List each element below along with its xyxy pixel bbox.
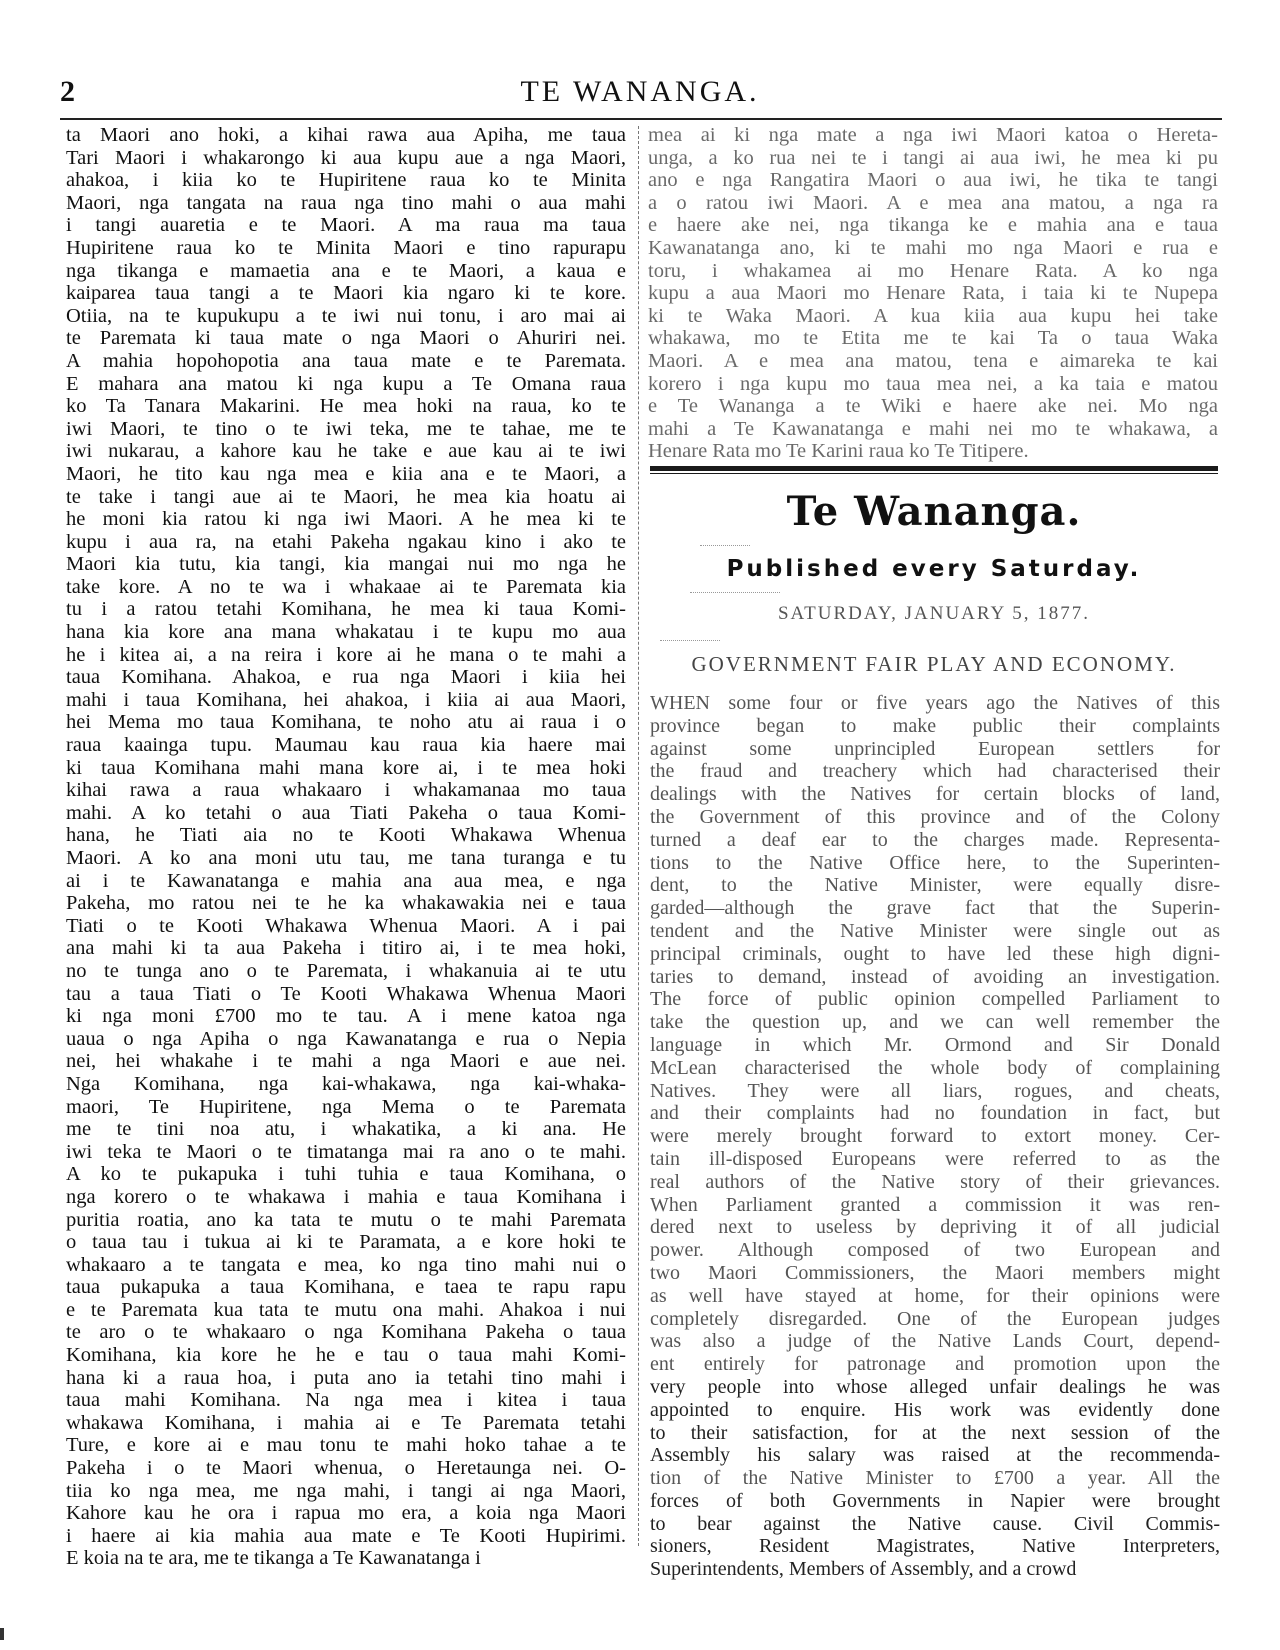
text-line: as well have stayed at home, for their opinions were — [650, 1284, 1220, 1307]
text-line: The force of public opinion compelled Parliament to — [650, 988, 1220, 1011]
text-line: taua mahi Komihana. Na nga mea i kitea i taua — [66, 1389, 626, 1412]
left-column — [66, 124, 628, 1570]
ornament-rule — [690, 592, 780, 593]
text-line: iwi nukarau, a kahore kau he take e aue kau ai te iwi — [66, 440, 626, 463]
text-line: kaiparea taua tangi a te Maori kia ngaro ki te kore. — [66, 282, 626, 305]
text-line: hana ki a raua hoa, i puta ano ia tetahi tino mahi i — [66, 1366, 626, 1389]
text-line: korero i nga kupu mo taua mea nei, a ka taia e matou — [648, 372, 1218, 395]
text-line: turned a deaf ear to the charges made. Representa- — [650, 828, 1220, 851]
text-line: ta Maori ano hoki, a kihai rawa aua Apiha, me taua — [66, 124, 626, 146]
text-line: puritia roatia, ano ka tata te mutu o te mahi Paremata — [66, 1208, 626, 1231]
text-line: e Te Wananga a te Wiki e haere ake nei. Mo nga — [648, 395, 1218, 418]
text-line: A ko te pukapuka i tuhi tuhia e taua Komihana, o — [66, 1163, 626, 1186]
text-line: e te Paremata kua tata te mutu ona mahi. Ahakoa i nui — [66, 1298, 626, 1321]
text-line: kupu a aua Maori mo Henare Rata, i taia ki te Nupepa — [648, 282, 1218, 305]
text-line: very people into whose alleged unfair dealings he was — [650, 1375, 1220, 1398]
ornament-rule — [700, 545, 750, 546]
text-line: Pakeha i o te Maori whenua, o Heretaunga nei. O- — [66, 1457, 626, 1480]
text-line: the fraud and treachery which had characterised their — [650, 760, 1220, 783]
text-line: Maori, he tito kau nga mea e kiia ana e te Maori, a — [66, 462, 626, 485]
text-line: nga korero o te whakawa i mahia e taua Komihana i — [66, 1185, 626, 1208]
masthead: TE WANANGA. — [520, 75, 760, 108]
english-article — [650, 692, 1220, 1581]
text-line: Kawanatanga ano, ki te mahi mo nga Maori e rua e — [648, 236, 1218, 259]
scan-edge-mark — [0, 1628, 4, 1640]
text-line: dent, to the Native Minister, were equally disre- — [650, 874, 1220, 897]
text-line: te take i tangi aue ai te Maori, he mea kia hoatu ai — [66, 485, 626, 508]
text-line: principal criminals, ought to have led these high digni- — [650, 942, 1220, 965]
text-line: Natives. They were all liars, rogues, and cheats, — [650, 1079, 1220, 1102]
text-line: take the question up, and we can well remember the — [650, 1011, 1220, 1034]
text-line: ai i te Kawanatanga e mahia ana aua mea, e nga — [66, 869, 626, 892]
text-line: Nga Komihana, nga kai-whakawa, nga kai-whaka- — [66, 1072, 626, 1095]
text-line: E mahara ana matou ki nga kupu a Te Omana raua — [66, 372, 626, 395]
text-line: Assembly his salary was raised at the recommenda- — [650, 1444, 1220, 1467]
text-line: When Parliament granted a commission it was ren- — [650, 1193, 1220, 1216]
text-line: were merely brought forward to extort money. Cer- — [650, 1125, 1220, 1148]
text-line: take kore. A no te wa i whakaae ai te Paremata kia — [66, 575, 626, 598]
text-line: Kahore kau he ora i rapua mo era, a koia nga Maori — [66, 1502, 626, 1525]
text-line: hana, he Tiati aia no te Kooti Whakawa Whenua — [66, 824, 626, 847]
text-line: Ture, e kore ai e mau tonu te mahi hoko tahae a te — [66, 1434, 626, 1457]
text-line: ahakoa, i kiia ko te Hupiritene raua ko te Minita — [66, 169, 626, 192]
text-line: iwi teka te Maori o te timatanga mai ra ano o te mahi. — [66, 1140, 626, 1163]
text-line: Maori. A e mea ana matou, tena e aimareka te kai — [648, 349, 1218, 372]
text-line: i tangi auaretia e te Maori. A ma raua ma taua — [66, 214, 626, 237]
text-line: i haere ai kia mahia aua mate e Te Kooti Hupirimi. — [66, 1524, 626, 1547]
text-line: was also a judge of the Native Lands Court, depend- — [650, 1330, 1220, 1353]
text-line: to bear against the Native cause. Civil Commis- — [650, 1512, 1220, 1535]
text-line: tiia ko nga mea, me nga mahi, i tangi ai nga Maori, — [66, 1479, 626, 1502]
publication-subtitle: Published every Saturday. — [726, 556, 1142, 582]
text-line: nga tikanga e mamaetia ana e te Maori, a kaua e — [66, 259, 626, 282]
column-divider — [638, 126, 639, 1546]
text-line: te aro o te whakaaro o nga Komihana Pakeha o taua — [66, 1321, 626, 1344]
text-line: e haere ake nei, nga tikanga ke e mahia ana e taua — [648, 214, 1218, 237]
text-line: ana mahi ki ta aua Pakeha i titiro ai, i te mea hoki, — [66, 937, 626, 960]
text-line: ent entirely for patronage and promotion upon the — [650, 1353, 1220, 1376]
dateline: SATURDAY, JANUARY 5, 1877. — [777, 603, 1091, 624]
text-line: Pakeha, mo ratou nei te he ka whakawakia nei e taua — [66, 892, 626, 915]
header-rule — [60, 118, 1222, 120]
text-line: dered next to useless by depriving it of all judicial — [650, 1216, 1220, 1239]
page-number: 2 — [60, 75, 75, 108]
text-line: taua pukapuka a taua Komihana, e taea te rapu rapu — [66, 1276, 626, 1299]
text-line: no te tunga ano o te Paremata, i whakanuia ai te utu — [66, 959, 626, 982]
text-line: A mahia hopohopotia ana taua mate e te Paremata. — [66, 349, 626, 372]
text-line: Hupiritene raua ko te Minita Maori e tino rapurapu — [66, 236, 626, 259]
text-line: taua Komihana. Ahakoa, e rua nga Maori i kiia hei — [66, 666, 626, 689]
text-line: Maori. A ko ana moni utu tau, me tana turanga e tu — [66, 847, 626, 869]
text-line: Maori, nga tangata na raua nga tino mahi o aua mahi — [66, 191, 626, 214]
text-line: the Government of this province and of the Colony — [650, 805, 1220, 828]
text-line: mahi a Te Kawanatanga e mahi nei mo te whakawa, a — [648, 417, 1218, 440]
text-line: against some unprincipled European settlers for — [650, 737, 1220, 760]
text-line: mahi. A ko tetahi o aua Tiati Pakeha o taua Komi- — [66, 801, 626, 824]
text-line: kupu i aua ra, na etahi Pakeha ngakau kino i ako te — [66, 530, 626, 553]
text-line: unga, a ko rua nei te i tangi ai aua iwi, he mea ki pu — [648, 146, 1218, 169]
text-line: garded—although the grave fact that the Superin- — [650, 897, 1220, 920]
text-line: kihai rawa a raua whakaaro i whakamanaa mo taua — [66, 779, 626, 802]
text-line: power. Although composed of two European and — [650, 1239, 1220, 1262]
text-line: dealings with the Natives for certain blocks of land, — [650, 783, 1220, 806]
text-line: tau a taua Tiati o Te Kooti Whakawa Whenua Maori — [66, 982, 626, 1005]
text-line: to their satisfaction, for at the next session of the — [650, 1421, 1220, 1444]
text-line: hei Mema mo taua Komihana, te noho atu ai raua i o — [66, 711, 626, 734]
text-line: province began to make public their complaints — [650, 714, 1220, 737]
text-line: Tari Maori i whakarongo ki aua kupu aue a nga Maori, — [66, 146, 626, 169]
text-line: ki te Waka Maori. A kua kiia aua kupu hei take — [648, 304, 1218, 327]
text-line: sioners, Resident Magistrates, Native Interpreters, — [650, 1535, 1220, 1558]
text-line: ki nga moni £700 mo te tau. A i mene katoa nga — [66, 1005, 626, 1028]
text-line: Tiati o te Kooti Whakawa Whenua Maori. A i pai — [66, 914, 626, 937]
text-line: ko Ta Tanara Makarini. He mea hoki na raua, ko te — [66, 395, 626, 418]
text-line: tendent and the Native Minister were single out as — [650, 919, 1220, 942]
text-line: E koia na te ara, me te tikanga a Te Kawanatanga i — [66, 1547, 481, 1570]
text-line: raua kaainga tupu. Maumau kau raua kia haere mai — [66, 734, 626, 757]
page-header — [60, 74, 1220, 110]
text-line: nei, hei whakahe i te mahi a nga Maori e aue nei. — [66, 1050, 626, 1073]
text-line: appointed to enquire. His work was evidently done — [650, 1398, 1220, 1421]
text-line: and their complaints had no foundation in fact, but — [650, 1102, 1220, 1125]
section-rule-thick — [650, 466, 1218, 471]
text-line: tion of the Native Minister to £700 a year. All the — [650, 1467, 1220, 1490]
text-line: me te tini noa atu, i whakatika, a ki ana. He — [66, 1118, 626, 1141]
text-line: he moni kia ratou ki nga iwi Maori. A he mea ki te — [66, 508, 626, 531]
text-line: a o ratou iwi Maori. A e mea ana matou, a nga ra — [648, 191, 1218, 214]
text-line: whakawa, mo te Etita me te kai Ta o taua Waka — [648, 327, 1218, 350]
text-line: uaua o nga Apiha o nga Kawanatanga e rua o Nepia — [66, 1027, 626, 1050]
text-line: taries to demand, instead of avoiding an investigation. — [650, 965, 1220, 988]
text-line: o taua tau i tukua ai ki te Paramata, a e kore hoki te — [66, 1231, 626, 1254]
text-line: he i kitea ai, a na reira i kore ai he mana o te mahi a — [66, 643, 626, 666]
text-line: McLean characterised the whole body of complaining — [650, 1056, 1220, 1079]
text-line: tain ill-disposed Europeans were referred to as the — [650, 1147, 1220, 1170]
text-line: forces of both Governments in Napier were brought — [650, 1489, 1220, 1512]
article-heading: GOVERNMENT FAIR PLAY AND ECONOMY. — [691, 652, 1177, 676]
text-line: tions to the Native Office here, to the Superinten- — [650, 851, 1220, 874]
text-line: completely disregarded. One of the European judges — [650, 1307, 1220, 1330]
text-line: tu i a ratou tetahi Komihana, he mea ki taua Komi- — [66, 598, 626, 621]
text-line: language in which Mr. Ormond and Sir Donald — [650, 1033, 1220, 1056]
text-line: maori, Te Hupiritene, nga Mema o te Paremata — [66, 1095, 626, 1118]
paper-title: Te Wananga. — [786, 488, 1082, 535]
text-line: real authors of the Native story of their grievances. — [650, 1170, 1220, 1193]
text-line: Superintendents, Members of Assembly, and a crowd — [650, 1558, 1077, 1581]
text-line: WHEN some four or five years ago the Natives of this — [650, 692, 1220, 714]
text-line: whakaaro a te tangata e mea, ko nga tino mahi nui o — [66, 1253, 626, 1276]
text-line: Otiia, na te kupukupu a te iwi nui tonu, i aro mai ai — [66, 304, 626, 327]
section-rule-thin — [650, 473, 1218, 474]
text-line: hana kia kore ana mana whakatau i te kupu mo aua — [66, 621, 626, 644]
text-line: ki taua Komihana mahi mana kore ai, i te mea hoki — [66, 756, 626, 779]
text-line: iwi Maori, te tino o te iwi teka, me te tahae, me te — [66, 417, 626, 440]
text-line: Henare Rata mo Te Karini raua ko Te Titipere. — [648, 440, 1029, 463]
text-line: two Maori Commissioners, the Maori members might — [650, 1261, 1220, 1284]
text-line: Maori kia tutu, kia tangi, kia mangai nui mo nga he — [66, 553, 626, 576]
text-line: te Paremata ki taua mate o nga Maori o Ahuriri nei. — [66, 327, 626, 350]
text-line: whakawa Komihana, i mahia ai e Te Paremata tetahi — [66, 1411, 626, 1434]
right-column-top — [648, 124, 1220, 463]
text-line: mea ai ki nga mate a nga iwi Maori katoa o Hereta- — [648, 124, 1218, 146]
ornament-rule — [660, 640, 720, 641]
text-line: mahi i taua Komihana, hei ahakoa, i kiia ai aua Maori, — [66, 688, 626, 711]
text-line: Komihana, kia kore he he e tau o taua mahi Komi- — [66, 1344, 626, 1367]
text-line: ano e nga Rangatira Maori o aua iwi, he tika te tangi — [648, 169, 1218, 192]
text-line: toru, i whakamea ai mo Henare Rata. A ko nga — [648, 259, 1218, 282]
